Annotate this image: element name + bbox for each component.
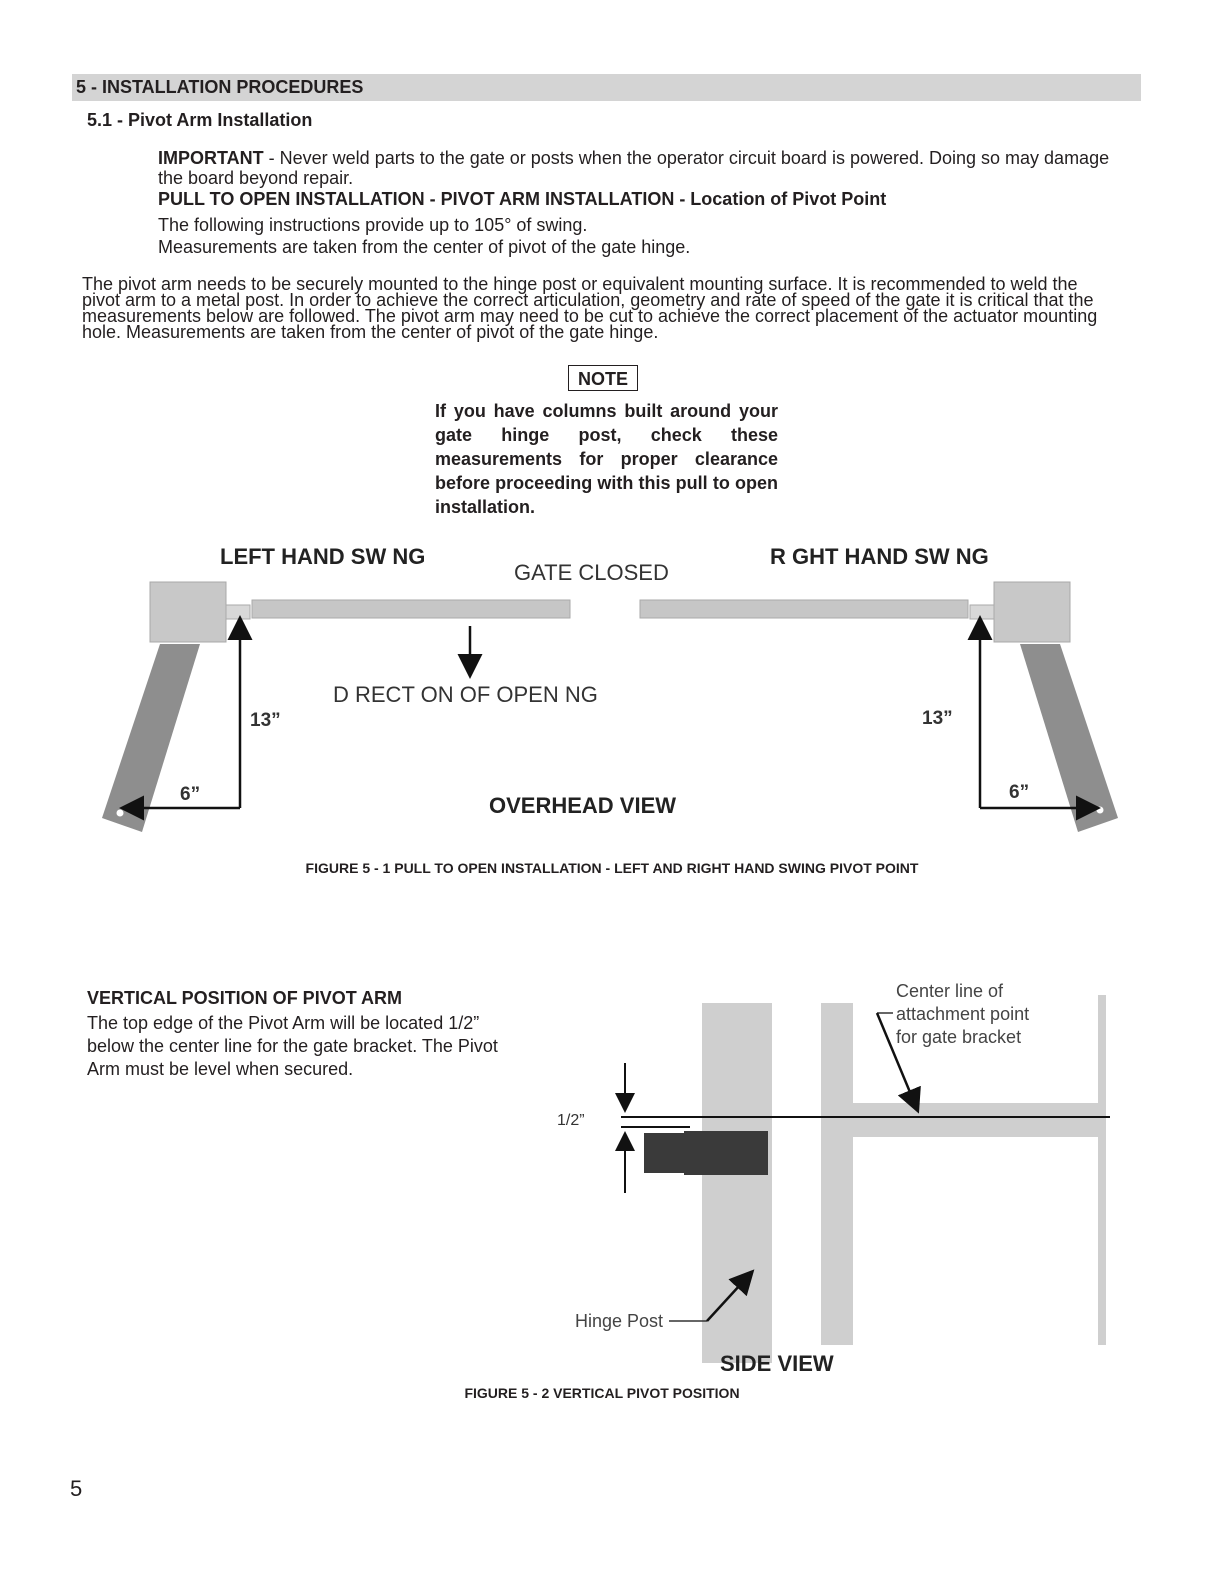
center-line-label-2: attachment point: [896, 1004, 1030, 1024]
right-pivot-arm: [1020, 644, 1118, 832]
left-hinge-post: [150, 582, 226, 642]
gate-closed-label: GATE CLOSED: [514, 560, 669, 585]
direction-of-opening-label: D RECT ON OF OPEN NG: [333, 682, 598, 707]
note-text: If you have columns built around your gate hinge post, check these measurements for proper clearance before proceeding with this pull to open installation.: [435, 401, 778, 517]
section-title: 5 - INSTALLATION PROCEDURES: [76, 77, 364, 97]
left-dim-13: 13”: [250, 710, 281, 731]
pivot-arm-block-right: [684, 1131, 768, 1175]
overhead-view-diagram: [72, 540, 1152, 850]
vertical-position-title: VERTICAL POSITION OF PIVOT ARM: [87, 988, 403, 1008]
vertical-position-text: The top edge of the Pivot Arm will be located 1/2” below the center line for the gate bracket. The Pivot Arm must be level when secured.: [87, 1013, 498, 1079]
half-inch-label: 1/2”: [557, 1112, 585, 1129]
figure-5-1-caption: FIGURE 5 - 1 PULL TO OPEN INSTALLATION - LEFT AND RIGHT HAND SWING PIVOT POINT: [305, 860, 919, 876]
overhead-view-label: OVERHEAD VIEW: [489, 793, 677, 818]
important-text: - Never weld parts to the gate or posts when the operator circuit board is powered. Doing so may damage the board beyond repair.: [158, 148, 1110, 188]
center-line-label-1: Center line of: [896, 981, 1004, 1001]
pull-to-open-heading: PULL TO OPEN INSTALLATION - PIVOT ARM INSTALLATION - Location of Pivot Point: [158, 189, 887, 209]
left-gate-panel: [252, 600, 570, 618]
figure-5-2-caption: FIGURE 5 - 2 VERTICAL PIVOT POSITION: [464, 1385, 740, 1401]
important-label: IMPORTANT: [158, 148, 264, 168]
right-hinge-tab: [970, 605, 994, 619]
left-hinge-tab: [226, 605, 250, 619]
gate-frame-vertical: [821, 1003, 853, 1345]
right-dim-6: 6”: [1009, 782, 1030, 803]
center-line-label-3: for gate bracket: [896, 1027, 1022, 1047]
right-dim-13: 13”: [922, 708, 953, 729]
hinge-post-label: Hinge Post: [575, 1311, 664, 1331]
right-hinge-post: [994, 582, 1070, 642]
left-hand-swing-label: LEFT HAND SW NG: [220, 544, 426, 569]
gate-frame-horizontal: [853, 1103, 1105, 1137]
right-hand-swing-label: R GHT HAND SW NG: [770, 544, 989, 569]
subsection-title: 5.1 - Pivot Arm Installation: [87, 110, 313, 130]
side-view-label: SIDE VIEW: [720, 1351, 834, 1376]
right-gate-panel: [640, 600, 968, 618]
hinge-post: [702, 1003, 772, 1363]
page-number: 5: [70, 1476, 83, 1501]
important-notice: [158, 148, 1128, 188]
note-label: NOTE: [568, 365, 638, 391]
side-view-diagram: [555, 975, 1115, 1385]
swing-info: The following instructions provide up to 105° of swing.: [158, 215, 588, 235]
pivot-arm-block-left: [644, 1133, 684, 1173]
measurement-info: Measurements are taken from the center of pivot of the gate hinge.: [158, 237, 691, 257]
gate-frame-right: [1098, 995, 1106, 1345]
left-dim-6: 6”: [180, 784, 201, 805]
pivot-arm-paragraph: The pivot arm needs to be securely mounted to the hinge post or equivalent mounting surface. It is recommended to weld the pivot arm to a metal post. In order to achieve the correct articulation, geometry and rate of speed of the gate it is critical that the measurements below are followed. The pivot arm may need to be cut to achieve the correct placement of the actuator mounting hole. Measurements are taken from the center of pivot of the gate hinge.: [82, 274, 1098, 342]
